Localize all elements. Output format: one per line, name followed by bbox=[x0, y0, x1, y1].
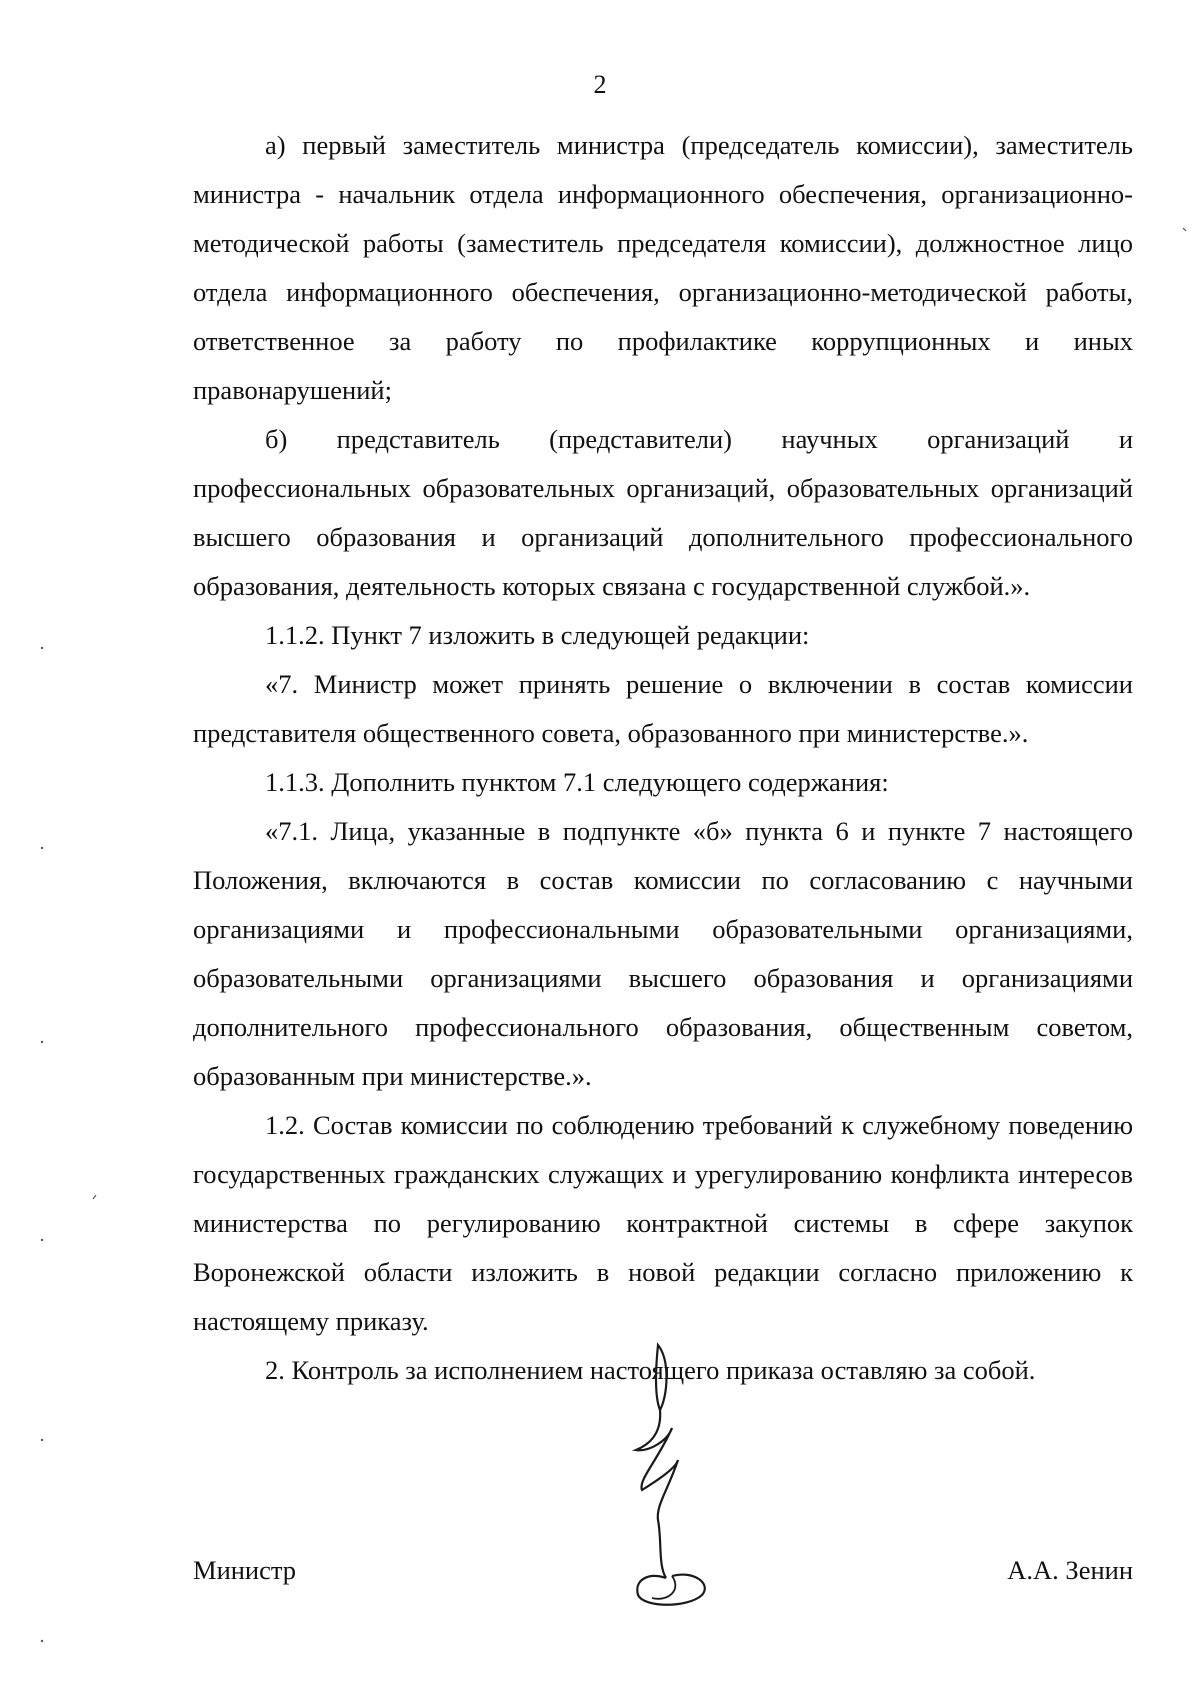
paragraph-a: а) первый заместитель министра (председатель комиссии), заместитель министра - начальник отдела информационного обеспечения, организационно-методической работы (заместитель председателя комиссии), должностное лицо отдела информационного обеспечения, организационно-методической работы, ответственное за работу по профилактике коррупционных и иных правонарушений; bbox=[193, 130, 1133, 405]
paragraph-b: б) представитель (представители) научных организаций и профессиональных образовательных организаций, образовательных организаций высшего образования и организаций дополнительного профессионального образования, деятельность которых связана с государственной службой.». bbox=[193, 424, 1133, 601]
paragraph-point-7-1: «7.1. Лица, указанные в подпункте «б» пункта 6 и пункте 7 настоящего Положения, включаются в состав комиссии по согласованию с научными организациями и профессиональными образовательными организациями, образовательными организациями высшего образования и организациями дополнительного профессионального образования, общественным советом, образованным при министерстве.». bbox=[193, 816, 1133, 1091]
paragraph-2: 2. Контроль за исполнением настоящего приказа оставляю за собой. bbox=[265, 1355, 1036, 1385]
paragraph-1-1-2: 1.1.2. Пункт 7 изложить в следующей редакции: bbox=[265, 620, 810, 650]
paragraph-1-2: 1.2. Состав комиссии по соблюдению требований к служебному поведению государственных гражданских служащих и урегулированию конфликта интересов министерства по регулированию контрактной системы в сфере закупок Воронежской области изложить в новой редакции согласно приложению к настоящему приказу. bbox=[193, 1110, 1133, 1336]
paragraph-1-1-3: 1.1.3. Дополнить пунктом 7.1 следующего содержания: bbox=[265, 767, 889, 797]
document-body bbox=[193, 121, 1133, 1395]
paragraph-point-7: «7. Министр может принять решение о включении в состав комиссии представителя общественного совета, образованного при министерстве.». bbox=[193, 669, 1133, 748]
page-number: 2 bbox=[593, 70, 607, 99]
signatory-name: А.А. Зенин bbox=[1007, 1555, 1133, 1585]
handwritten-signature bbox=[628, 1340, 728, 1610]
signatory-title: Министр bbox=[193, 1555, 297, 1585]
